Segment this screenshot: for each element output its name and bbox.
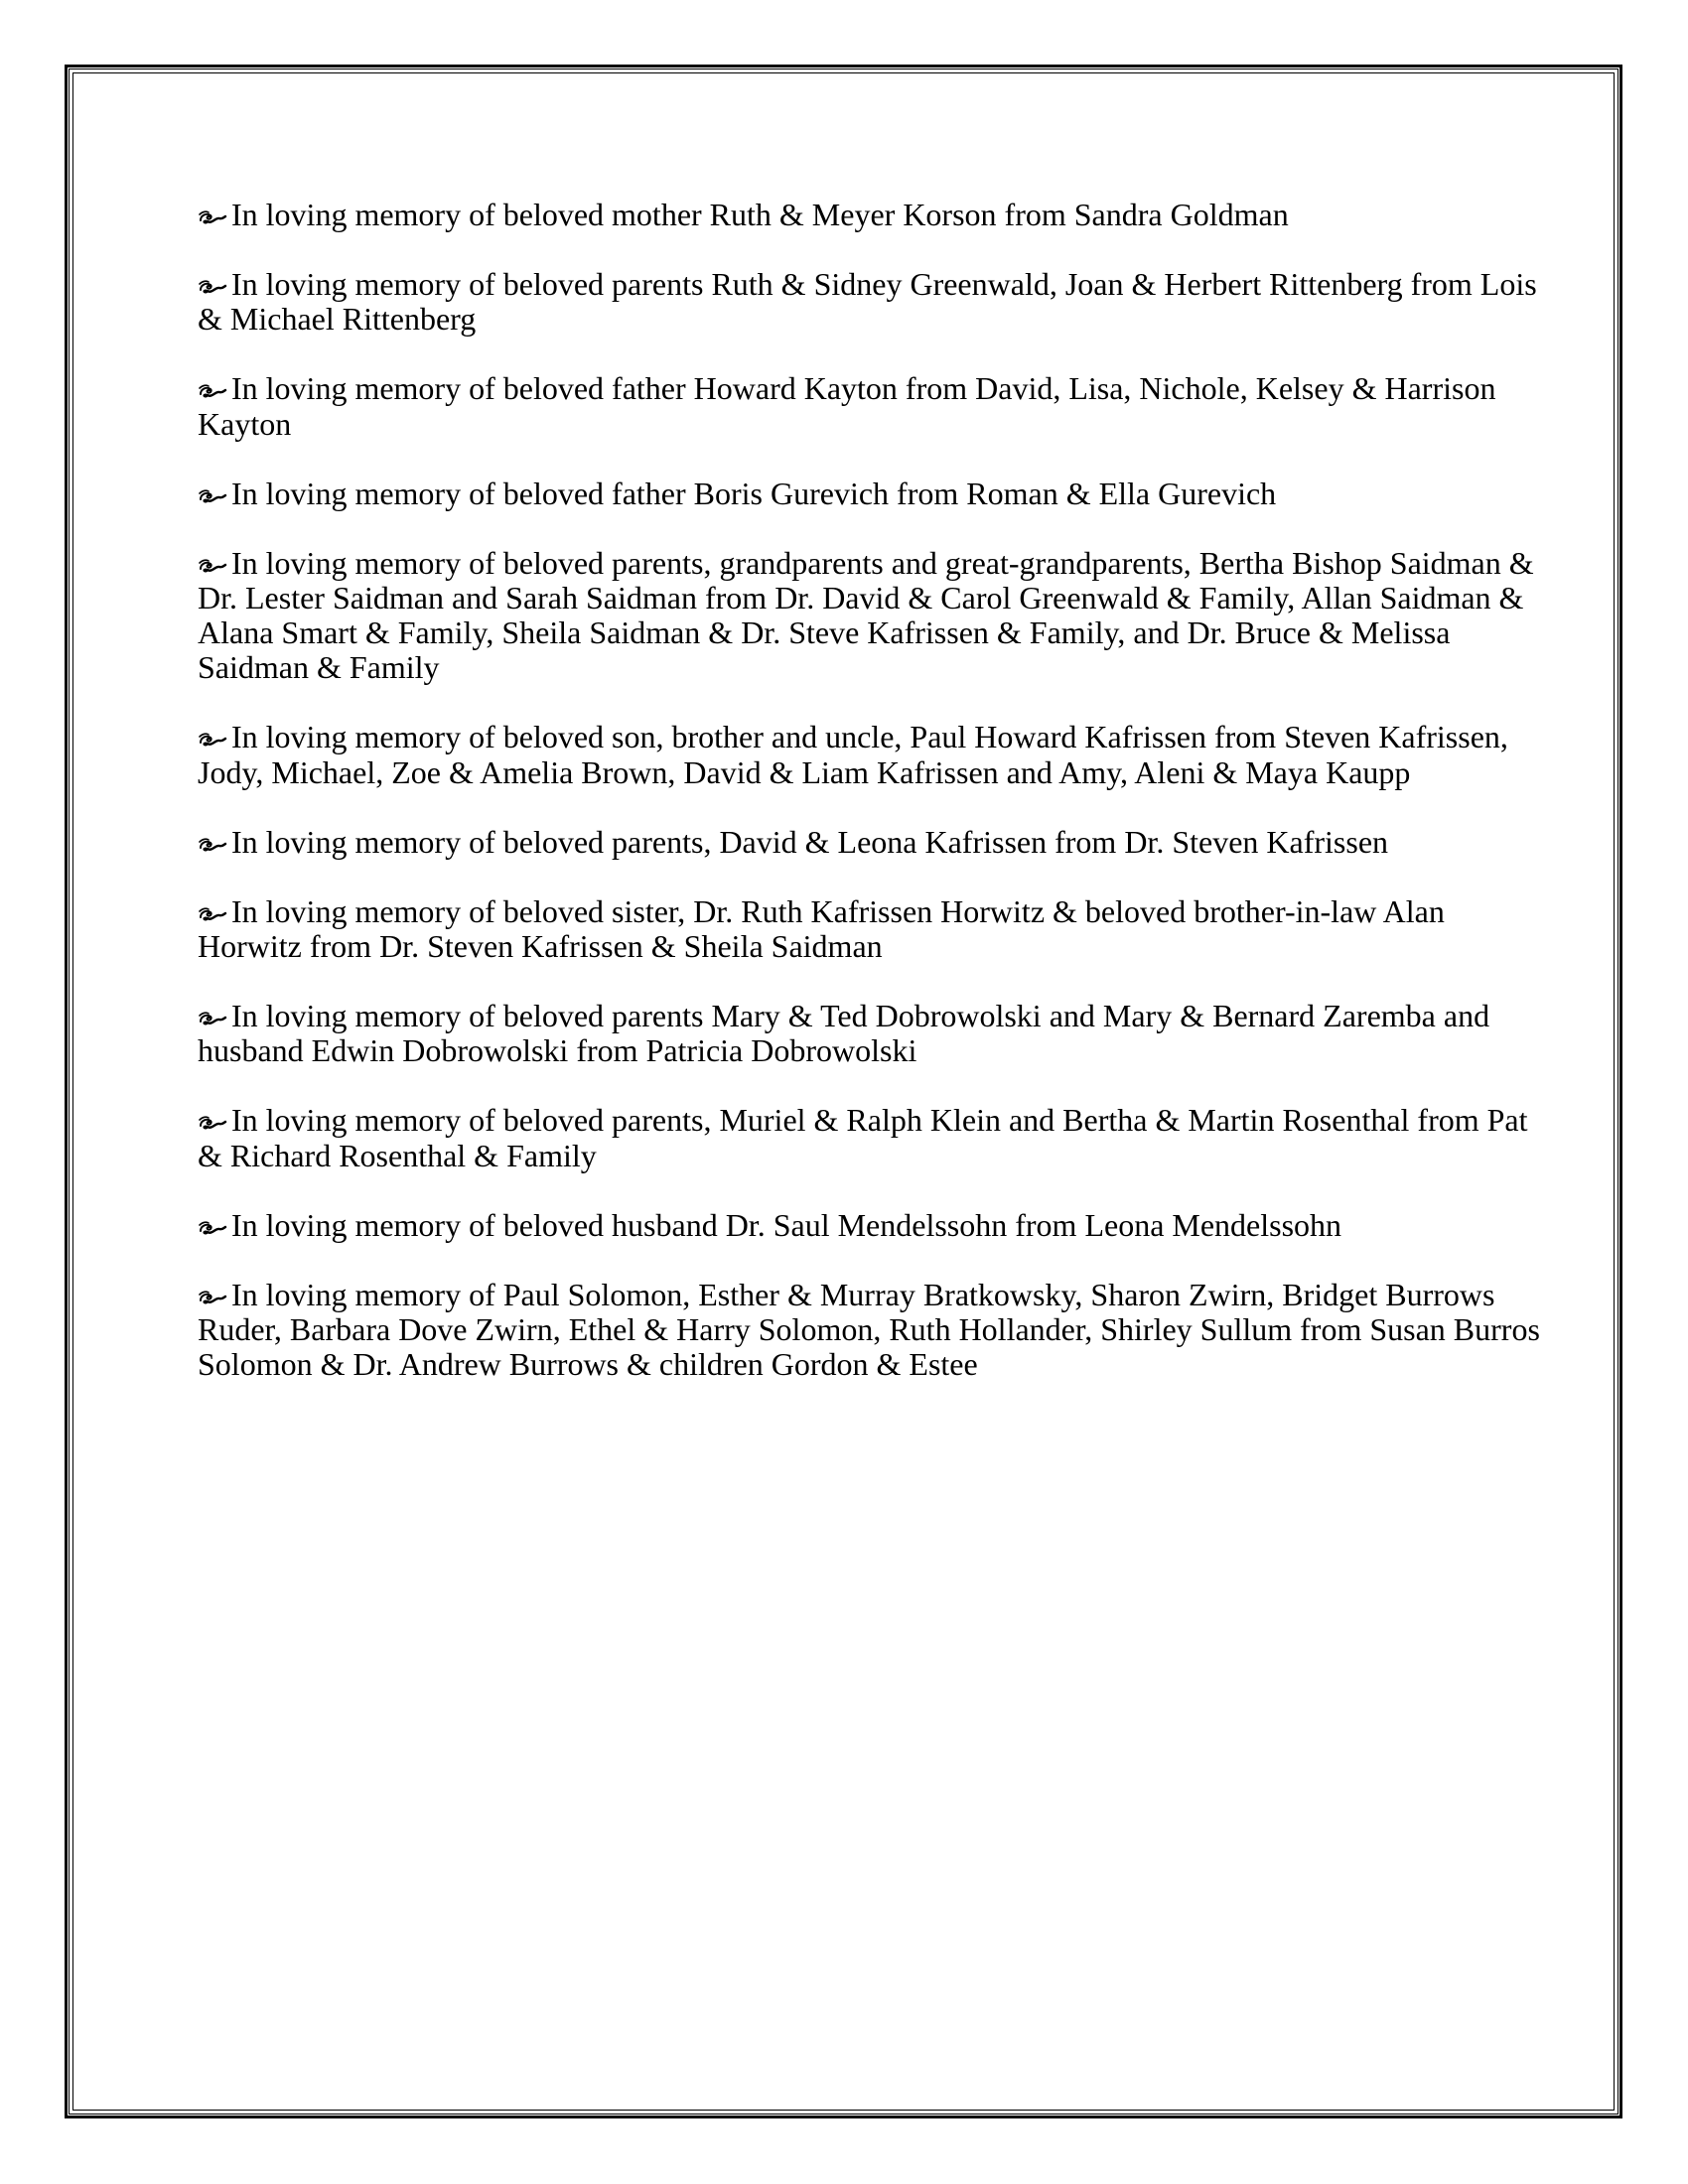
- entry-line: [198, 266, 1537, 303]
- floral-bullet-icon: [198, 488, 227, 504]
- entry-text: In loving memory of beloved mother Ruth & Meyer Korson from Sandra Goldman: [231, 197, 1289, 232]
- memorial-entry: [198, 1102, 1528, 1173]
- entry-text: In loving memory of beloved parents, grandparents and great-grandparents, Bertha Bishop Saidman &: [231, 544, 1534, 581]
- memorial-entry: [198, 825, 1508, 860]
- floral-bullet-icon: [198, 1011, 227, 1026]
- entry-line: [198, 477, 1508, 511]
- entry-text: In loving memory of beloved parents, David & Leona Kafrissen from Dr. Steven Kafrissen: [231, 823, 1389, 860]
- memorial-entry: [198, 1208, 1508, 1243]
- entry-text: In loving memory of beloved parents Ruth & Sidney Greenwald, Joan & Herbert Rittenberg from Lois: [231, 266, 1537, 303]
- entry-line: Saidman & Family: [198, 649, 440, 686]
- memorial-entry: [198, 544, 1534, 686]
- memorial-entry: [198, 198, 1508, 232]
- memorial-entry: [198, 720, 1508, 789]
- entry-line: [198, 371, 1508, 406]
- entry-text: In loving memory of beloved sister, Dr. Ruth Kafrissen Horwitz & beloved brother-in-law Alan: [231, 892, 1445, 929]
- entry-line: & Michael Rittenberg: [198, 301, 477, 338]
- entry-text: In loving memory of beloved husband Dr. Saul Mendelssohn from Leona Mendelssohn: [231, 1206, 1342, 1243]
- entry-line: [198, 1208, 1508, 1243]
- floral-bullet-icon: [198, 1290, 227, 1305]
- entry-line: [198, 198, 1508, 232]
- entry-text: In loving memory of Paul Solomon, Esther & Murray Bratkowsky, Sharon Zwirn, Bridget Burrows: [231, 1276, 1495, 1312]
- memorial-list: [198, 197, 1540, 1417]
- entry-line: [198, 1102, 1528, 1139]
- entry-line: [198, 825, 1508, 860]
- memorial-entry: [198, 266, 1537, 338]
- entry-line: [198, 1278, 1508, 1312]
- entry-line: Horwitz from Dr. Steven Kafrissen & Sheila Saidman: [198, 927, 883, 964]
- floral-bullet-icon: [198, 1220, 227, 1236]
- entry-text: In loving memory of beloved father Howard Kayton from David, Lisa, Nichole, Kelsey & Harrison: [231, 370, 1496, 407]
- entry-text: In loving memory of beloved father Boris Gurevich from Roman & Ella Gurevich: [231, 475, 1277, 511]
- floral-bullet-icon: [198, 209, 227, 225]
- floral-bullet-icon: [198, 383, 227, 399]
- memorial-entry: [198, 1276, 1540, 1383]
- floral-bullet-icon: [198, 558, 227, 574]
- entry-line: & Richard Rosenthal & Family: [198, 1137, 597, 1173]
- entry-line: Solomon & Dr. Andrew Burrows & children Gordon & Estee: [198, 1346, 978, 1383]
- entry-text: In loving memory of beloved son, brother and uncle, Paul Howard Kafrissen from Steven Kafrissen,: [231, 719, 1508, 755]
- entry-line: [198, 999, 1508, 1033]
- floral-bullet-icon: [198, 732, 227, 748]
- entry-text: In loving memory of beloved parents, Muriel & Ralph Klein and Bertha & Martin Rosenthal from Pat: [231, 1102, 1528, 1139]
- entry-line: [198, 894, 1508, 929]
- entry-text: In loving memory of beloved parents Mary & Ted Dobrowolski and Mary & Bernard Zaremba and: [231, 998, 1490, 1034]
- memorial-entry: [198, 999, 1508, 1068]
- entry-line: Jody, Michael, Zoe & Amelia Brown, David & Liam Kafrissen and Amy, Aleni & Maya Kaupp: [198, 753, 1411, 790]
- memorial-entry: [198, 477, 1508, 511]
- entry-line: [198, 544, 1534, 581]
- memorial-entry: [198, 894, 1508, 964]
- entry-line: Ruder, Barbara Dove Zwirn, Ethel & Harry Solomon, Ruth Hollander, Shirley Sullum from Susan Burros: [198, 1311, 1540, 1347]
- entry-line: Alana Smart & Family, Sheila Saidman & Dr. Steve Kafrissen & Family, and Dr. Bruce & Melissa: [198, 614, 1451, 651]
- entry-line: husband Edwin Dobrowolski from Patricia Dobrowolski: [198, 1032, 917, 1069]
- floral-bullet-icon: [198, 279, 227, 295]
- floral-bullet-icon: [198, 1115, 227, 1131]
- entry-line: [198, 720, 1508, 754]
- memorial-entry: [198, 371, 1508, 441]
- floral-bullet-icon: [198, 837, 227, 853]
- entry-line: Kayton: [198, 405, 292, 442]
- floral-bullet-icon: [198, 906, 227, 922]
- entry-line: Dr. Lester Saidman and Sarah Saidman from Dr. David & Carol Greenwald & Family, Allan Saidman &: [198, 580, 1524, 616]
